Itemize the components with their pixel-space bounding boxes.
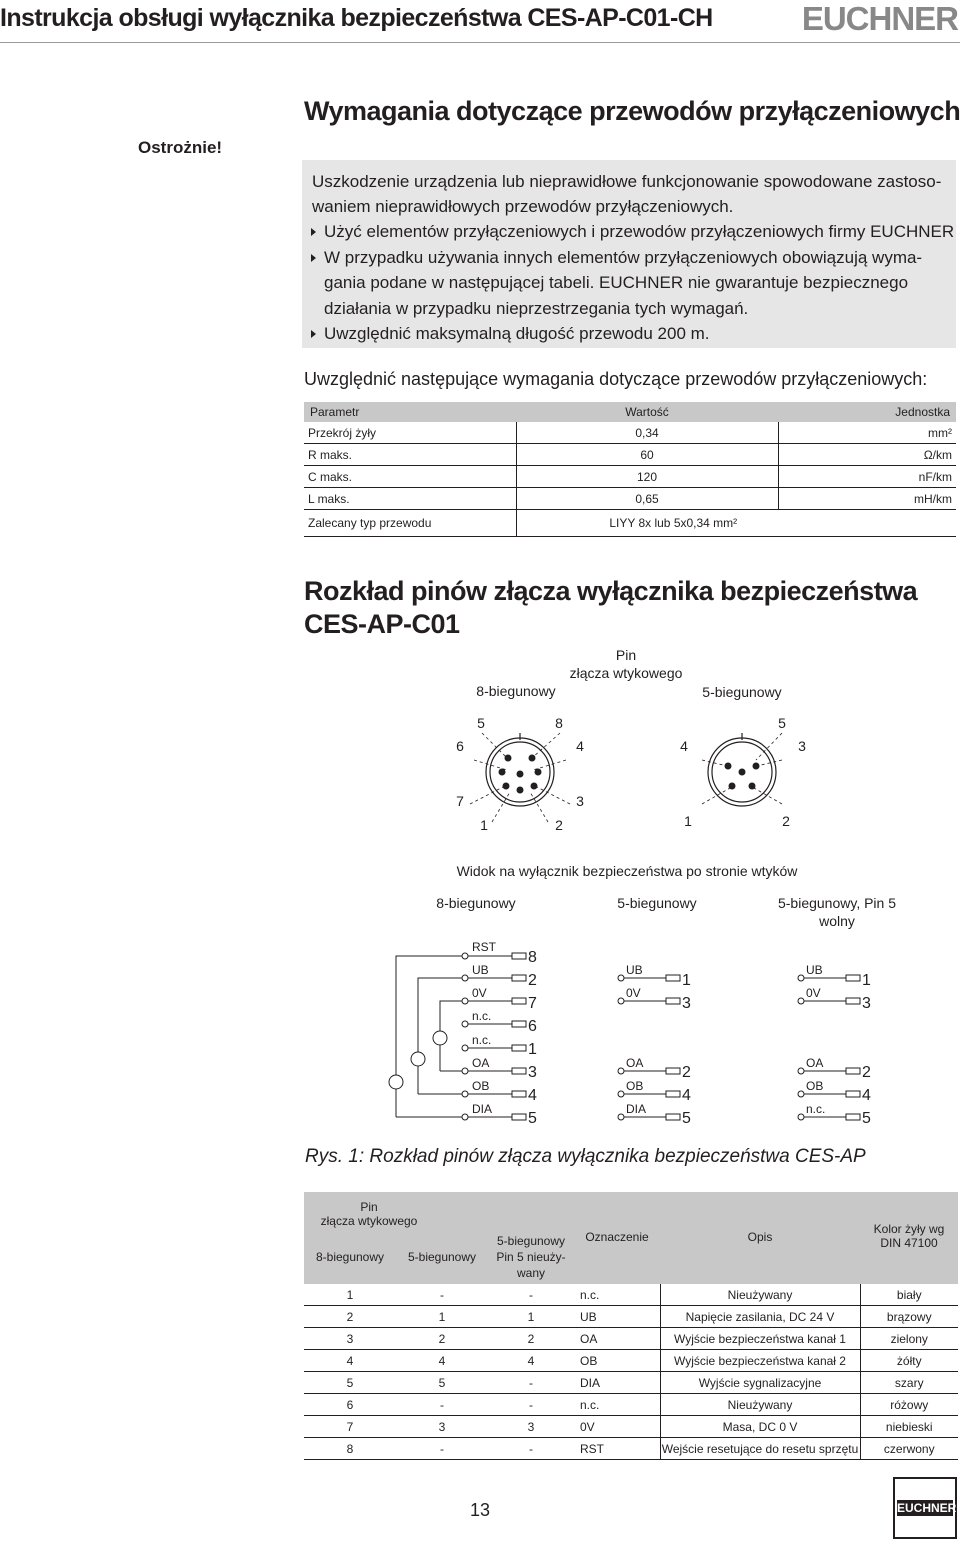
pin-number: 5 — [528, 1110, 537, 1127]
cell-parameter: R maks. — [304, 444, 516, 466]
pin-number: 5 — [682, 1110, 691, 1127]
pin-number: 1 — [682, 972, 691, 989]
pin-number: 3 — [862, 995, 871, 1012]
header-wire-color — [860, 1192, 958, 1284]
cell-value: 60 — [516, 444, 778, 466]
cell-value: 0,65 — [516, 488, 778, 510]
pin-label-5p-1: 1 — [684, 813, 692, 829]
pin-label-5p-4: 4 — [680, 738, 688, 754]
table-row — [304, 1438, 958, 1460]
signal-label: OA — [626, 1056, 644, 1070]
signal-label: n.c. — [472, 1009, 492, 1023]
header-wire-color-2: DIN 47100 — [880, 1236, 938, 1250]
schematic-title-5pin-free: 5-biegunowy, Pin 5 — [777, 895, 897, 911]
cell-color: szary — [860, 1372, 958, 1394]
cell-5pin-free: 3 — [488, 1416, 574, 1438]
cell-description: Wejście resetujące do resetu sprzętu — [660, 1438, 860, 1460]
pin-label-8p-7: 7 — [456, 793, 464, 809]
header-wire-color-1: Kolor żyły wg — [873, 1222, 945, 1236]
caution-label: Ostrożnie! — [138, 138, 223, 157]
signal-label: 0V — [806, 986, 821, 1000]
signal-label: DIA — [472, 1102, 493, 1116]
header-5pin-free-3: wany — [516, 1266, 545, 1280]
header-description: Opis — [660, 1192, 860, 1284]
pin-label-8p-2: 2 — [555, 817, 563, 833]
cell-color: brązowy — [860, 1306, 958, 1328]
cell-description: Masa, DC 0 V — [660, 1416, 860, 1438]
pin-number: 4 — [682, 1087, 691, 1104]
section-heading-cable-requirements: Wymagania dotyczące przewodów przyłączeniowych — [304, 96, 960, 126]
figure-caption: Rys. 1: Rozkład pinów złącza wyłącznika bezpieczeństwa CES-AP — [305, 1146, 866, 1167]
warning-line: waniem nieprawidłowych przewodów przyłączeniowych. — [312, 197, 734, 216]
table-row — [304, 1350, 958, 1372]
pin-label-5p-3: 3 — [798, 738, 806, 754]
section-heading-pin-assignment: Rozkład pinów złącza wyłącznika bezpieczeństwa — [304, 576, 918, 606]
cell-color: niebieski — [860, 1416, 958, 1438]
header-5pin: 5-biegunowy — [407, 1250, 477, 1264]
cell-description: Wyjście sygnalizacyjne — [660, 1372, 860, 1394]
pin-number: 5 — [862, 1110, 871, 1127]
signal-label: DIA — [626, 1102, 647, 1116]
cell-description: Wyjście bezpieczeństwa kanał 1 — [660, 1328, 860, 1350]
pin-label-8p-1: 1 — [480, 817, 488, 833]
signal-label: UB — [472, 963, 489, 977]
cell-designation: OA — [574, 1328, 660, 1350]
signal-label: UB — [626, 963, 643, 977]
pin-assignment-table — [304, 1192, 958, 1460]
cell-recommended-label: Zalecany typ przewodu — [304, 510, 516, 537]
pin-label-8p-6: 6 — [456, 738, 464, 754]
cell-description: Napięcie zasilania, DC 24 V — [660, 1306, 860, 1328]
pin-number: 4 — [528, 1087, 537, 1104]
cell-recommended-value: LIYY 8x lub 5x0,34 mm² — [516, 510, 956, 537]
requirements-intro: Uwzględnić następujące wymagania dotyczące przewodów przyłączeniowych: — [304, 369, 928, 389]
cell-unit: Ω/km — [778, 444, 956, 466]
cell-5pin-free: - — [488, 1372, 574, 1394]
cell-5pin-free: 1 — [488, 1306, 574, 1328]
cell-5pin: 4 — [396, 1350, 488, 1372]
warning-line: Uwzględnić maksymalną długość przewodu 200 m. — [324, 324, 710, 343]
warning-line: działania w przypadku nieprzestrzegania tych wymagań. — [324, 299, 749, 318]
connector-label-5pin: 5-biegunowy — [702, 684, 782, 700]
pin-number: 8 — [528, 949, 537, 966]
signal-label: OB — [806, 1079, 824, 1093]
cell-8pin: 6 — [304, 1394, 396, 1416]
schematic-title-5pin-free-2: wolny — [819, 913, 855, 929]
col-header-unit: Jednostka — [778, 402, 956, 422]
cell-8pin: 8 — [304, 1438, 396, 1460]
header-5pin-free: 5-biegunowy — [496, 1234, 566, 1248]
cell-designation: 0V — [574, 1416, 660, 1438]
cell-5pin-free: 4 — [488, 1350, 574, 1372]
footer-logo-text: EUCHNER — [897, 1501, 957, 1515]
cell-5pin: - — [396, 1438, 488, 1460]
signal-label: OA — [806, 1056, 824, 1070]
cell-unit: nF/km — [778, 466, 956, 488]
connector-title-plug: złącza wtykowego — [569, 665, 683, 681]
view-caption: Widok na wyłącznik bezpieczeństwa po stronie wtyków — [456, 863, 798, 879]
pin-number: 1 — [862, 972, 871, 989]
signal-label: OB — [472, 1079, 490, 1093]
connector-8pin-face-icon — [470, 733, 570, 822]
pin-number: 1 — [528, 1041, 537, 1058]
cell-5pin: 2 — [396, 1328, 488, 1350]
pin-label-5p-2: 2 — [782, 813, 790, 829]
cell-designation: OB — [574, 1350, 660, 1372]
cell-description: Nieużywany — [660, 1284, 860, 1306]
signal-label: 0V — [472, 986, 487, 1000]
pin-label-8p-3: 3 — [576, 793, 584, 809]
pin-number: 7 — [528, 995, 537, 1012]
cell-value: 0,34 — [516, 422, 778, 444]
header-pin-group — [304, 1192, 574, 1284]
header-8pin: 8-biegunowy — [315, 1250, 385, 1264]
cell-5pin-free: - — [488, 1394, 574, 1416]
table-row — [304, 1306, 958, 1328]
cell-8pin: 2 — [304, 1306, 396, 1328]
cell-8pin: 3 — [304, 1328, 396, 1350]
cell-unit: mH/km — [778, 488, 956, 510]
warning-line: Użyć elementów przyłączeniowych i przewodów przyłączeniowych firmy EUCHNER — [324, 222, 955, 241]
schematic-8pin — [389, 953, 526, 1120]
cell-8pin: 4 — [304, 1350, 396, 1372]
cell-5pin: 3 — [396, 1416, 488, 1438]
cell-8pin: 1 — [304, 1284, 396, 1306]
section-heading-model: CES-AP-C01 — [304, 609, 460, 639]
table-row — [304, 1372, 958, 1394]
pin-label-5p-5: 5 — [778, 715, 786, 731]
pin-number: 6 — [528, 1018, 537, 1035]
page-header-title: Instrukcja obsługi wyłącznika bezpieczeństwa CES-AP-C01-CH — [0, 4, 713, 32]
cell-5pin: - — [396, 1284, 488, 1306]
schematic-title-5pin: 5-biegunowy — [617, 895, 697, 911]
pin-number: 3 — [528, 1064, 537, 1081]
cell-8pin: 7 — [304, 1416, 396, 1438]
signal-label: OA — [472, 1056, 490, 1070]
col-header-value: Wartość — [516, 402, 778, 422]
cell-designation: UB — [574, 1306, 660, 1328]
table-row — [304, 1416, 958, 1438]
header-connector: złącza wtykowego — [320, 1214, 418, 1228]
cell-parameter: Przekrój żyły — [304, 422, 516, 444]
signal-label: n.c. — [472, 1033, 492, 1047]
warning-line: Uszkodzenie urządzenia lub nieprawidłowe funkcjonowanie spowodowane zastoso- — [312, 172, 942, 191]
cell-5pin-free: 2 — [488, 1328, 574, 1350]
pin-number: 2 — [528, 972, 537, 989]
connector-label-8pin: 8-biegunowy — [476, 683, 556, 699]
cell-8pin: 5 — [304, 1372, 396, 1394]
warning-line: gania podane w następującej tabeli. EUCHNER nie gwarantuje bezpiecznego — [324, 273, 909, 292]
header-5pin-free-2: Pin 5 nieuży- — [496, 1250, 566, 1264]
cell-5pin-free: - — [488, 1438, 574, 1460]
euchner-logo: EUCHNER — [801, 0, 958, 37]
signal-label: UB — [806, 963, 823, 977]
cell-description: Wyjście bezpieczeństwa kanał 2 — [660, 1350, 860, 1372]
page-number: 13 — [470, 1500, 491, 1520]
cell-color: czerwony — [860, 1438, 958, 1460]
cell-color: żółty — [860, 1350, 958, 1372]
table-row — [304, 1394, 958, 1416]
cell-color: biały — [860, 1284, 958, 1306]
pin-label-8p-4: 4 — [576, 738, 584, 754]
pin-label-8p-5: 5 — [477, 715, 485, 731]
cell-color: zielony — [860, 1328, 958, 1350]
table-row — [304, 1284, 958, 1306]
pin-label-8p-8: 8 — [555, 715, 563, 731]
header-pin: Pin — [360, 1200, 378, 1214]
signal-label: OB — [626, 1079, 644, 1093]
cell-5pin-free: - — [488, 1284, 574, 1306]
pin-number: 2 — [682, 1064, 691, 1081]
connector-title-pin: Pin — [615, 647, 637, 663]
connector-5pin-face-icon — [702, 733, 782, 806]
pin-number: 2 — [862, 1064, 871, 1081]
cell-designation: DIA — [574, 1372, 660, 1394]
cell-designation: n.c. — [574, 1284, 660, 1306]
cell-color: różowy — [860, 1394, 958, 1416]
signal-label: RST — [472, 940, 496, 954]
cell-5pin: 1 — [396, 1306, 488, 1328]
header-designation: Oznaczenie — [574, 1192, 660, 1284]
cell-5pin: 5 — [396, 1372, 488, 1394]
signal-label: 0V — [626, 986, 641, 1000]
pin-number: 3 — [682, 995, 691, 1012]
signal-label: n.c. — [806, 1102, 826, 1116]
col-header-parameter: Parametr — [304, 402, 516, 422]
warning-line: W przypadku używania innych elementów przyłączeniowych obowiązują wyma- — [324, 248, 923, 267]
euchner-footer-logo — [893, 1477, 957, 1539]
cell-parameter: L maks. — [304, 488, 516, 510]
schematic-title-8pin: 8-biegunowy — [436, 895, 516, 911]
cell-5pin: - — [396, 1394, 488, 1416]
pin-number: 4 — [862, 1087, 871, 1104]
table-row — [304, 1328, 958, 1350]
cell-description: Nieużywany — [660, 1394, 860, 1416]
cell-parameter: C maks. — [304, 466, 516, 488]
cell-unit: mm² — [778, 422, 956, 444]
cell-value: 120 — [516, 466, 778, 488]
cell-designation: n.c. — [574, 1394, 660, 1416]
cell-designation: RST — [574, 1438, 660, 1460]
